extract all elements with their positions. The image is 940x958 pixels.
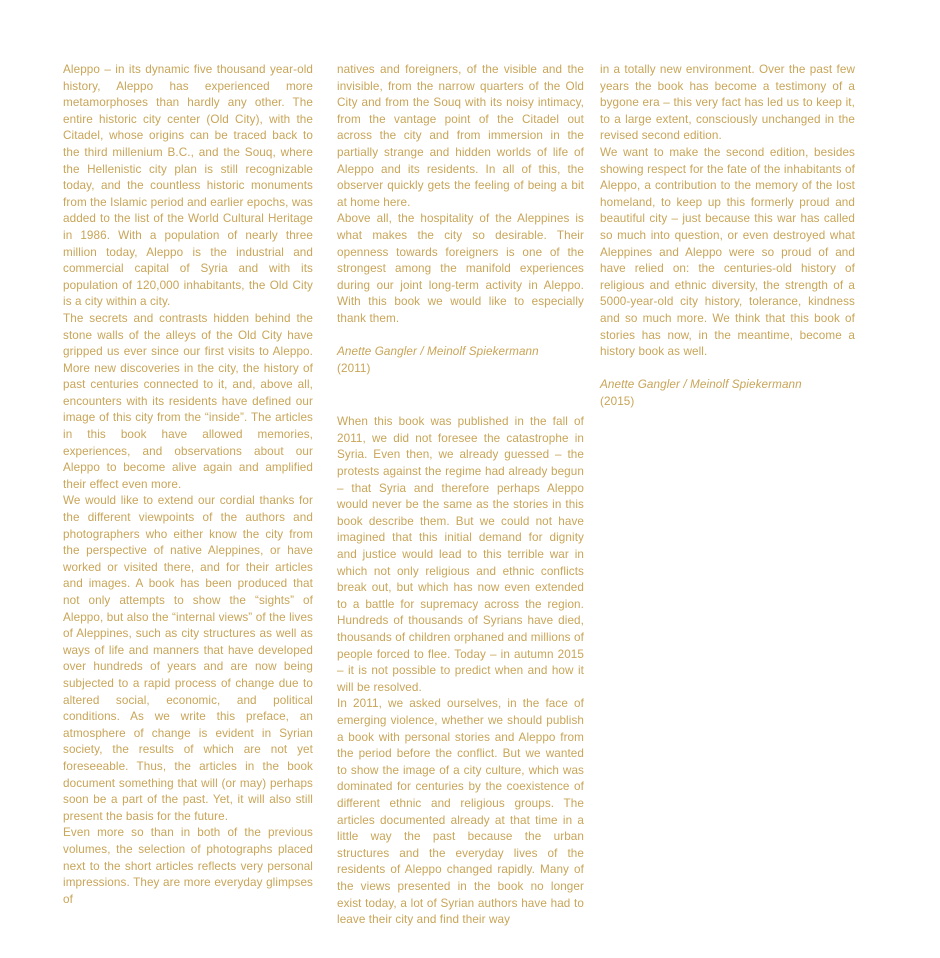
paragraph-aleppo-history: Aleppo – in its dynamic five thousand year-old history, Aleppo has experienced more metamorphoses than hardly any other. The entire historic city center (Old City), with the Citadel, whose origins can be traced back to the third millenium B.C., and the Souq, where the Hellenistic city plan is still recognizable today, and the countless historic monuments from the Islamic period and earlier epochs, was added to the list of the World Cultural Heritage in 1986. With a population of nearly three million today, Aleppo is the industrial and commercial capital of Syria and with its population of 120,000 inhabitants, the Old City is a city within a city. <box>63 63 313 309</box>
signature-authors-2011: Anette Gangler / Meinolf Spiekermann <box>337 345 539 359</box>
paragraph-secrets-contrasts: The secrets and contrasts hidden behind the stone walls of the alleys of the Old City have gripped us ever since our first visits to Aleppo. More new discoveries in the city, the history of past centuries connected to it, and, above all, encounters with its residents have defined our image of this city from the “inside”. The articles in this book have allowed memories, experiences, and observations about our Aleppo to become alive again and amplified their effect even more. <box>63 311 313 491</box>
paragraph-asked-ourselves: In 2011, we asked ourselves, in the face of emerging violence, whether we should publish a book with personal stories and Aleppo from the period before the conflict. But we wanted to show the image of a city culture, which was dominated for centuries by the coexistence of different ethnic and religious groups. The articles documented already at that time in a little way the past because the urban structures and the everyday lives of the residents of Aleppo changed rapidly. Many of the views presented in the book no longer exist today, a lot of Syrian authors have had to leave their city and find their way <box>337 697 584 927</box>
paragraph-fall-2011: When this book was published in the fall of 2011, we did not foresee the catastrophe in Syria. Even then, we already guessed – the protests against the regime had already begun – that Syria and therefore perhaps Aleppo would never be the same as the stories in this book describe them. But we could not have imagined that this initial demand for dignity and justice would lead to this terrible war in which not only religious and ethnic conflicts break out, but which has now even extended to a battle for supremacy across the region. Hundreds of thousands of Syrians have died, thousands of children orphaned and millions of people forced to flee. Today – in autumn 2015 – it is not possible to predict when and how it will be resolved. <box>337 415 584 694</box>
signature-authors-2015: Anette Gangler / Meinolf Spiekermann <box>600 378 802 392</box>
paragraph-photo-selection: Even more so than in both of the previous volumes, the selection of photographs placed next to the short articles reflects very personal impressions. They are more everyday glimpses of <box>63 826 313 906</box>
paragraph-second-edition: We want to make the second edition, besides showing respect for the fate of the inhabitants of Aleppo, a contribution to the memory of the lost homeland, to keep up this formerly proud and beautiful city – just because this war has called so much into question, or even destroyed what Aleppines and Aleppo were so proud of and have relied on: the centuries-old history of religious and ethnic diversity, the strength of a 5000-year-old city history, tolerance, kindness and so much more. We think that this book of stories has now, in the meantime, become a history book as well. <box>600 145 855 359</box>
paragraph-hospitality: Above all, the hospitality of the Aleppines is what makes the city so desirable. Their openness towards foreigners is one of the strongest among the manifold experiences during our joint long-term activity in Aleppo. With this book we would like to especially thank them. <box>337 212 584 325</box>
signature-year-2015: (2015) <box>600 394 635 408</box>
text-column-right <box>600 62 855 410</box>
text-column-left <box>63 62 313 908</box>
paragraph-cordial-thanks: We would like to extend our cordial thanks for the different viewpoints of the authors and photographers who either know the city from the perspective of native Aleppines, or have worked or visited there, and for their articles and images. A book has been produced that not only attempts to show the “sights” of Aleppo, but also the “internal views” of the lives of Aleppines, such as city structures as well as ways of life and manners that have developed over hundreds of years and are now being subjected to a rapid process of change due to altered social, economic, and political conditions. As we write this preface, an atmosphere of change is evident in Syrian society, the results of which are not yet foreseeable. Thus, the articles in the book document something that will (or may) perhaps soon be a part of the past. Yet, it will also still present the basis for the future. <box>63 494 313 823</box>
text-column-middle <box>337 62 584 929</box>
paragraph-new-environment: in a totally new environment. Over the past few years the book has become a testimony of a bygone era – this very fact has led us to keep it, to a large extent, consciously unchanged in the revised second edition. <box>600 63 855 143</box>
signature-year-2011: (2011) <box>337 361 371 375</box>
paragraph-natives-foreigners: natives and foreigners, of the visible and the invisible, from the narrow quarters of the Old City and from the Souq with its noisy intimacy, from the vantage point of the Citadel out across the city and from immersion in the partially strange and hidden worlds of life of Aleppo and its residents. In all of this, the observer quickly gets the feeling of being a bit at home here. <box>337 63 584 209</box>
